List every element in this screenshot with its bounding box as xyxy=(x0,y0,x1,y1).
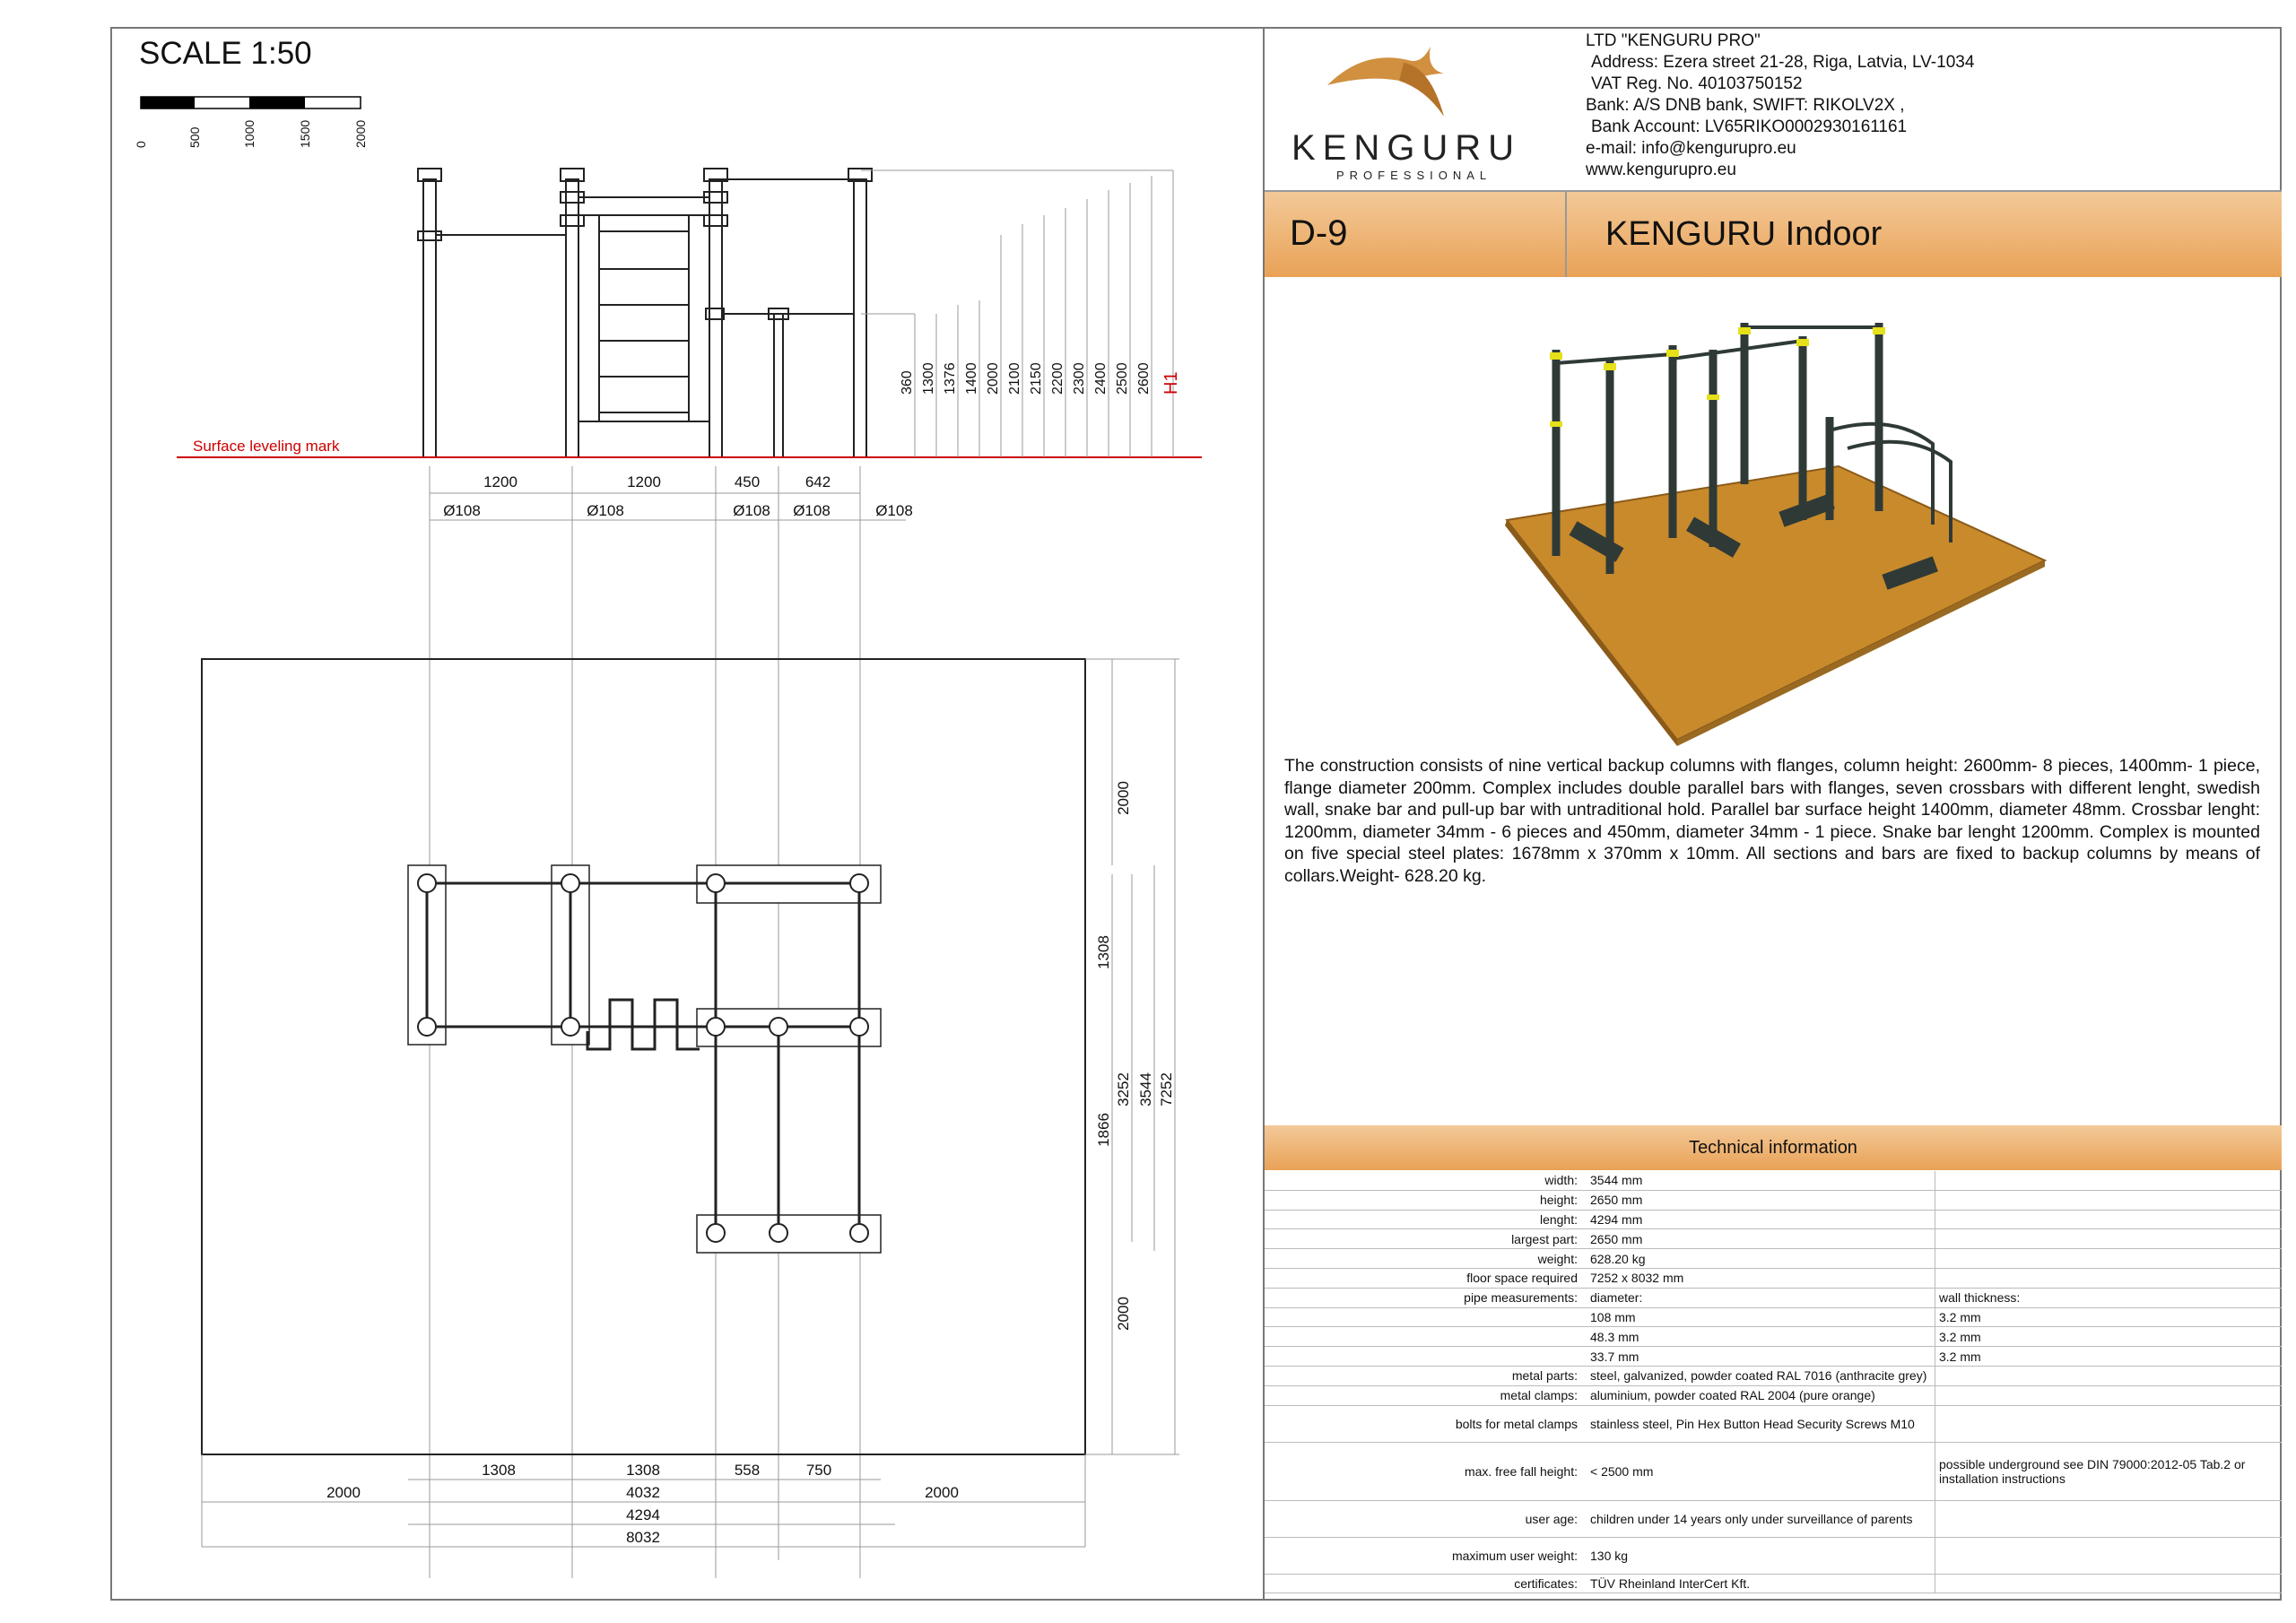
company-line: Bank Account: LV65RIKO0002930161161 xyxy=(1591,117,1908,136)
tech-key: largest part: xyxy=(1265,1229,1587,1249)
tech-key xyxy=(1265,1307,1587,1327)
plan-dim: 2000 xyxy=(925,1484,959,1501)
tech-value: TÜV Rheinland InterCert Kft. xyxy=(1587,1574,1935,1593)
tech-key: weight: xyxy=(1265,1249,1587,1269)
plan-dim: 1308 xyxy=(626,1462,660,1479)
elev-spacing: 642 xyxy=(804,473,831,490)
plan-dim: 558 xyxy=(734,1462,761,1479)
tech-row xyxy=(1265,1229,2282,1249)
tech-value-secondary xyxy=(1935,1268,2283,1288)
tech-key: lenght: xyxy=(1265,1210,1587,1229)
tech-key: pipe measurements: xyxy=(1265,1288,1587,1307)
technical-info-title: Technical information xyxy=(1265,1125,2282,1170)
tech-value-secondary xyxy=(1935,1190,2283,1210)
tech-row xyxy=(1265,1171,2282,1190)
tech-key: height: xyxy=(1265,1190,1587,1210)
tech-row xyxy=(1265,1307,2282,1327)
plan-dim: 2000 xyxy=(1115,781,1132,815)
band-separator xyxy=(1565,192,1567,277)
tech-key: metal clamps: xyxy=(1265,1385,1587,1405)
tech-key: metal parts: xyxy=(1265,1366,1587,1385)
tech-value-secondary xyxy=(1935,1229,2283,1249)
plan-dim: 3252 xyxy=(1115,1072,1132,1107)
tech-value-secondary xyxy=(1935,1210,2283,1229)
tech-key: certificates: xyxy=(1265,1574,1587,1593)
tech-row xyxy=(1265,1288,2282,1307)
tech-value: diameter: xyxy=(1587,1288,1935,1307)
product-render xyxy=(1505,323,2045,746)
tech-row xyxy=(1265,1347,2282,1367)
height-label: 2600 xyxy=(1136,362,1152,395)
tech-value: 2650 mm xyxy=(1587,1190,1935,1210)
product-description: The construction consists of nine vertical backup columns with flanges, column height: 2600mm- 8 pieces, 1400mm- 1 piece, flange diameter 200mm. Complex includes double parallel bars with flanges, seven crossbars with different lenght, swedish wall, snake bar and pull-up bar with untraditional hold. Parallel bar surface height 1400mm, diameter 48mm. Crossbar lenght: 1200mm, diameter 34mm - 6 pieces and 450mm, diameter 34mm - 1 piece. Snake bar lenght 1200mm. Complex is mounted on five special steel plates: 1678mm x 370mm x 10mm. All sections and bars are fixed to backup columns by means of collars.Weight- 628.20 kg. xyxy=(1284,756,2260,886)
height-label: 2200 xyxy=(1050,362,1065,395)
tech-value-secondary xyxy=(1935,1405,2283,1442)
tech-value: 7252 x 8032 mm xyxy=(1587,1268,1935,1288)
logo-sub: PROFESSIONAL xyxy=(1336,169,1492,182)
tech-row xyxy=(1265,1500,2282,1537)
tech-value: 33.7 mm xyxy=(1587,1347,1935,1367)
plan-dim: 8032 xyxy=(626,1529,660,1546)
plan-dim: 4032 xyxy=(626,1484,660,1501)
height-dimension-lines xyxy=(861,170,1173,457)
tech-key xyxy=(1265,1347,1587,1367)
scale-tick: 0 xyxy=(134,141,148,148)
company-line: LTD "KENGURU PRO" xyxy=(1586,31,1761,50)
height-label: 1376 xyxy=(943,362,958,395)
tech-value: children under 14 years only under surveillance of parents xyxy=(1587,1500,1935,1537)
company-line: www.kengurupro.eu xyxy=(1586,161,1736,179)
height-label: 2500 xyxy=(1115,362,1130,395)
tech-value-secondary: possible underground see DIN 79000:2012-05 Tab.2 or installation instructions xyxy=(1935,1442,2283,1500)
company-line: Bank: A/S DNB bank, SWIFT: RIKOLV2X , xyxy=(1586,96,1905,115)
tech-key: floor space required xyxy=(1265,1268,1587,1288)
tech-value: 2650 mm xyxy=(1587,1229,1935,1249)
tech-value-secondary: 3.2 mm xyxy=(1935,1347,2283,1367)
company-line: e-mail: info@kengurupro.eu xyxy=(1586,139,1796,158)
tech-value-secondary xyxy=(1935,1574,2283,1593)
product-code: D-9 xyxy=(1290,213,1348,253)
plan-dim: 1866 xyxy=(1095,1113,1112,1147)
plan-dim: 7252 xyxy=(1158,1072,1175,1107)
elev-spacing: 1200 xyxy=(483,473,517,490)
diameter-label: Ø108 xyxy=(587,502,624,519)
tech-value: steel, galvanized, powder coated RAL 7016 (anthracite grey) xyxy=(1587,1366,1935,1385)
elevation-view xyxy=(418,169,872,457)
plan-dim: 2000 xyxy=(326,1484,361,1501)
tech-value-secondary xyxy=(1935,1171,2283,1190)
scale-tick: 1000 xyxy=(242,119,257,148)
tech-row xyxy=(1265,1574,2282,1593)
tech-row xyxy=(1265,1442,2282,1500)
tech-value: 3544 mm xyxy=(1587,1171,1935,1190)
tech-value-secondary xyxy=(1935,1249,2283,1269)
tech-value: 4294 mm xyxy=(1587,1210,1935,1229)
tech-row xyxy=(1265,1405,2282,1442)
scale-tick: 1500 xyxy=(298,119,312,148)
logo-word: KENGURU xyxy=(1292,128,1522,168)
tech-key: maximum user weight: xyxy=(1265,1537,1587,1574)
tech-value: aluminium, powder coated RAL 2004 (pure orange) xyxy=(1587,1385,1935,1405)
diameter-label: Ø108 xyxy=(443,502,481,519)
tech-value-secondary xyxy=(1935,1500,2283,1537)
plan-dim: 1308 xyxy=(1095,935,1112,969)
tech-value: 628.20 kg xyxy=(1587,1249,1935,1269)
company-line: VAT Reg. No. 40103750152 xyxy=(1591,74,1803,93)
tech-value-secondary xyxy=(1935,1385,2283,1405)
height-label-h1: H1 xyxy=(1161,371,1181,395)
tech-row xyxy=(1265,1249,2282,1269)
tech-value-secondary: 3.2 mm xyxy=(1935,1327,2283,1347)
height-label: 2000 xyxy=(986,362,1001,395)
company-line: Address: Ezera street 21-28, Riga, Latvia, LV-1034 xyxy=(1591,53,1975,72)
tech-row xyxy=(1265,1537,2282,1574)
elev-spacing: 1200 xyxy=(627,473,661,490)
tech-value: stainless steel, Pin Hex Button Head Security Screws M10 xyxy=(1587,1405,1935,1442)
plan-dim: 1308 xyxy=(482,1462,516,1479)
tech-key: width: xyxy=(1265,1171,1587,1190)
tech-row xyxy=(1265,1210,2282,1229)
height-label: 2300 xyxy=(1072,362,1087,395)
plan-dim: 4294 xyxy=(626,1506,660,1523)
scale-tick: 2000 xyxy=(353,119,368,148)
plan-dim: 3544 xyxy=(1137,1072,1154,1107)
height-label: 2100 xyxy=(1007,362,1022,395)
tech-key: max. free fall height: xyxy=(1265,1442,1587,1500)
product-title-band xyxy=(1265,190,2282,277)
tech-value: 48.3 mm xyxy=(1587,1327,1935,1347)
diameter-label: Ø108 xyxy=(875,502,913,519)
scale-title: SCALE 1:50 xyxy=(139,36,312,71)
plan-dim: 2000 xyxy=(1115,1297,1132,1331)
height-label: 1400 xyxy=(964,362,979,395)
elev-spacing: 450 xyxy=(734,473,761,490)
tech-row xyxy=(1265,1327,2282,1347)
surface-leveling-label: Surface leveling mark xyxy=(193,438,340,455)
company-details xyxy=(1586,30,1974,181)
tech-key xyxy=(1265,1327,1587,1347)
scale-bar xyxy=(141,97,361,108)
tech-row xyxy=(1265,1385,2282,1405)
tech-row xyxy=(1265,1190,2282,1210)
plan-view xyxy=(202,659,1179,1547)
tech-value: < 2500 mm xyxy=(1587,1442,1935,1500)
plan-dim: 750 xyxy=(805,1462,832,1479)
tech-value-secondary xyxy=(1935,1366,2283,1385)
height-label: 2400 xyxy=(1093,362,1109,395)
tech-value-secondary: wall thickness: xyxy=(1935,1288,2283,1307)
tech-value: 108 mm xyxy=(1587,1307,1935,1327)
height-label: 1300 xyxy=(921,362,936,395)
height-label: 360 xyxy=(900,370,915,395)
tech-row xyxy=(1265,1268,2282,1288)
scale-tick: 500 xyxy=(187,126,202,148)
product-name: KENGURU Indoor xyxy=(1605,215,1883,253)
tech-value: 130 kg xyxy=(1587,1537,1935,1574)
tech-key: user age: xyxy=(1265,1500,1587,1537)
height-label: 2150 xyxy=(1029,362,1044,395)
diameter-label: Ø108 xyxy=(733,502,770,519)
tech-value-secondary xyxy=(1935,1537,2283,1574)
diameter-label: Ø108 xyxy=(793,502,831,519)
tech-value-secondary: 3.2 mm xyxy=(1935,1307,2283,1327)
technical-info-table xyxy=(1265,1171,2282,1593)
tech-row xyxy=(1265,1366,2282,1385)
company-logo xyxy=(1274,36,1570,188)
tech-key: bolts for metal clamps xyxy=(1265,1405,1587,1442)
